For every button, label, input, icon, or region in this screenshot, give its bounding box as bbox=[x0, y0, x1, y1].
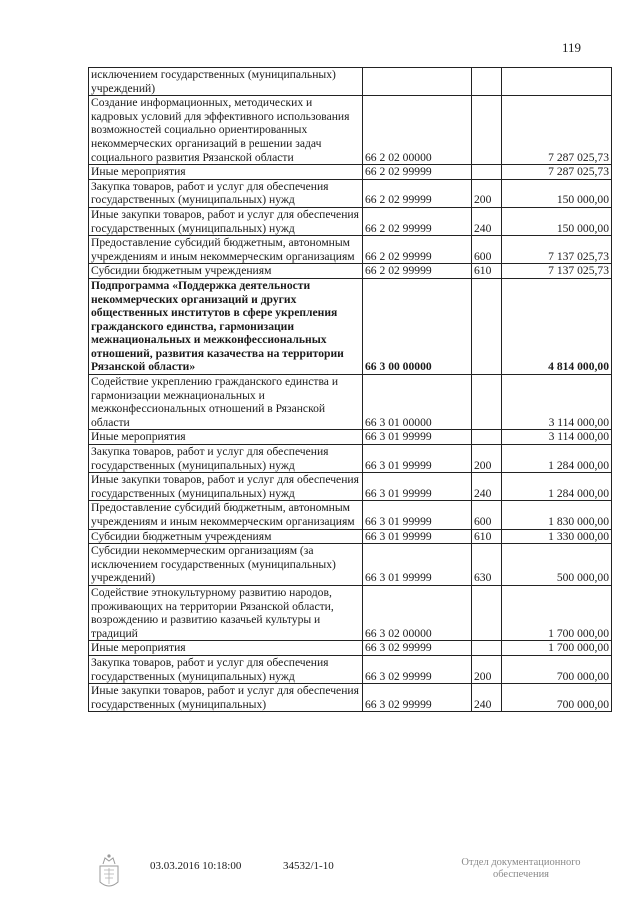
row-type-cell: 600 bbox=[472, 501, 502, 529]
row-type-cell: 200 bbox=[472, 179, 502, 207]
row-code-cell: 66 3 01 99999 bbox=[363, 445, 472, 473]
row-code-cell: 66 2 02 99999 bbox=[363, 236, 472, 264]
table-row bbox=[89, 445, 612, 473]
footer-date: 03.03.2016 10:18:00 bbox=[150, 860, 242, 872]
table-row bbox=[89, 96, 612, 165]
row-code-cell: 66 3 02 99999 bbox=[363, 655, 472, 683]
row-amount-cell: 1 284 000,00 bbox=[502, 445, 612, 473]
row-amount-cell: 7 137 025,73 bbox=[502, 236, 612, 264]
row-amount-cell: 150 000,00 bbox=[502, 179, 612, 207]
table-row bbox=[89, 473, 612, 501]
row-amount-cell: 1 830 000,00 bbox=[502, 501, 612, 529]
row-type-cell: 240 bbox=[472, 207, 502, 235]
table-row bbox=[89, 501, 612, 529]
row-code-cell: 66 3 02 99999 bbox=[363, 641, 472, 656]
table-row bbox=[89, 165, 612, 180]
table-row bbox=[89, 529, 612, 544]
row-amount-cell: 3 114 000,00 bbox=[502, 375, 612, 430]
row-code-cell: 66 3 01 00000 bbox=[363, 375, 472, 430]
table-row bbox=[89, 655, 612, 683]
row-type-cell bbox=[472, 278, 502, 374]
row-code-cell: 66 2 02 99999 bbox=[363, 179, 472, 207]
row-name-cell: Иные мероприятия bbox=[89, 641, 363, 656]
row-code-cell: 66 3 01 99999 bbox=[363, 430, 472, 445]
row-name-cell: Иные закупки товаров, работ и услуг для обеспечения государственных (муниципальных) bbox=[89, 684, 363, 712]
row-code-cell: 66 3 01 99999 bbox=[363, 501, 472, 529]
row-type-cell: 630 bbox=[472, 544, 502, 586]
table-row bbox=[89, 278, 612, 374]
table-row bbox=[89, 430, 612, 445]
row-type-cell: 240 bbox=[472, 684, 502, 712]
row-amount-cell: 7 287 025,73 bbox=[502, 165, 612, 180]
row-name-cell: Субсидии бюджетным учреждениям bbox=[89, 264, 363, 279]
table-row bbox=[89, 68, 612, 96]
row-code-cell: 66 3 00 00000 bbox=[363, 278, 472, 374]
row-code-cell bbox=[363, 68, 472, 96]
row-code-cell: 66 2 02 99999 bbox=[363, 207, 472, 235]
row-amount-cell: 7 137 025,73 bbox=[502, 264, 612, 279]
row-type-cell bbox=[472, 585, 502, 640]
budget-table-body bbox=[89, 68, 612, 712]
row-name-cell: Субсидии некоммерческим организациям (за исключением государственных (муниципальных) учреждений) bbox=[89, 544, 363, 586]
row-amount-cell: 1 330 000,00 bbox=[502, 529, 612, 544]
row-name-cell: Закупка товаров, работ и услуг для обеспечения государственных (муниципальных) нужд bbox=[89, 179, 363, 207]
row-name-cell: Субсидии бюджетным учреждениям bbox=[89, 529, 363, 544]
row-name-cell: Подпрограмма «Поддержка деятельности некоммерческих организаций и других общественных институтов в сфере укрепления гражданского единства, гармонизации межнациональных и межконфессиональных отношений, развития казачества на территории Рязанской области» bbox=[89, 278, 363, 374]
row-type-cell: 240 bbox=[472, 473, 502, 501]
table-row bbox=[89, 684, 612, 712]
row-name-cell: Содействие укреплению гражданского единства и гармонизации межнациональных и межконфессиональных отношений в Рязанской области bbox=[89, 375, 363, 430]
table-row bbox=[89, 207, 612, 235]
row-name-cell: Создание информационных, методических и кадровых условий для эффективного использования возможностей социально ориентированных некоммерческих организаций в решении задач социального развития Рязанской области bbox=[89, 96, 363, 165]
row-amount-cell: 700 000,00 bbox=[502, 684, 612, 712]
row-name-cell: Предоставление субсидий бюджетным, автономным учреждениям и иным некоммерческим организациям bbox=[89, 236, 363, 264]
row-name-cell: исключением государственных (муниципальных) учреждений) bbox=[89, 68, 363, 96]
row-amount-cell: 4 814 000,00 bbox=[502, 278, 612, 374]
row-name-cell: Иные мероприятия bbox=[89, 430, 363, 445]
row-type-cell bbox=[472, 96, 502, 165]
row-amount-cell: 3 114 000,00 bbox=[502, 430, 612, 445]
row-name-cell: Закупка товаров, работ и услуг для обеспечения государственных (муниципальных) нужд bbox=[89, 445, 363, 473]
row-amount-cell: 1 700 000,00 bbox=[502, 585, 612, 640]
table-row bbox=[89, 179, 612, 207]
row-name-cell: Содействие этнокультурному развитию народов, проживающих на территории Рязанской области, возрождению и развитию казачьей культуры и традиций bbox=[89, 585, 363, 640]
row-code-cell: 66 3 02 00000 bbox=[363, 585, 472, 640]
row-type-cell bbox=[472, 68, 502, 96]
row-code-cell: 66 3 01 99999 bbox=[363, 529, 472, 544]
row-code-cell: 66 2 02 99999 bbox=[363, 264, 472, 279]
row-code-cell: 66 3 01 99999 bbox=[363, 473, 472, 501]
table-row bbox=[89, 375, 612, 430]
row-type-cell bbox=[472, 430, 502, 445]
row-type-cell bbox=[472, 375, 502, 430]
table-row bbox=[89, 544, 612, 586]
row-name-cell: Закупка товаров, работ и услуг для обеспечения государственных (муниципальных) нужд bbox=[89, 655, 363, 683]
page-number: 119 bbox=[562, 40, 582, 55]
row-type-cell: 610 bbox=[472, 529, 502, 544]
table-row bbox=[89, 585, 612, 640]
row-amount-cell: 700 000,00 bbox=[502, 655, 612, 683]
row-code-cell: 66 3 02 99999 bbox=[363, 684, 472, 712]
row-type-cell: 200 bbox=[472, 655, 502, 683]
row-amount-cell: 150 000,00 bbox=[502, 207, 612, 235]
row-type-cell: 600 bbox=[472, 236, 502, 264]
coat-of-arms-icon bbox=[96, 852, 122, 892]
row-amount-cell: 1 700 000,00 bbox=[502, 641, 612, 656]
row-code-cell: 66 2 02 00000 bbox=[363, 96, 472, 165]
row-name-cell: Иные закупки товаров, работ и услуг для обеспечения государственных (муниципальных) нужд bbox=[89, 473, 363, 501]
table-row bbox=[89, 264, 612, 279]
row-type-cell: 610 bbox=[472, 264, 502, 279]
row-code-cell: 66 3 01 99999 bbox=[363, 544, 472, 586]
row-code-cell: 66 2 02 99999 bbox=[363, 165, 472, 180]
row-type-cell bbox=[472, 641, 502, 656]
footer-stamp: Отдел документационного обеспечения bbox=[461, 857, 581, 880]
row-name-cell: Предоставление субсидий бюджетным, автономным учреждениям и иным некоммерческим организациям bbox=[89, 501, 363, 529]
row-amount-cell: 1 284 000,00 bbox=[502, 473, 612, 501]
budget-table bbox=[88, 67, 612, 712]
row-name-cell: Иные закупки товаров, работ и услуг для обеспечения государственных (муниципальных) нужд bbox=[89, 207, 363, 235]
table-row bbox=[89, 236, 612, 264]
row-type-cell: 200 bbox=[472, 445, 502, 473]
row-amount-cell: 7 287 025,73 bbox=[502, 96, 612, 165]
footer-document-number: 34532/1-10 bbox=[283, 860, 334, 872]
row-amount-cell: 500 000,00 bbox=[502, 544, 612, 586]
row-type-cell bbox=[472, 165, 502, 180]
row-name-cell: Иные мероприятия bbox=[89, 165, 363, 180]
table-row bbox=[89, 641, 612, 656]
row-amount-cell bbox=[502, 68, 612, 96]
